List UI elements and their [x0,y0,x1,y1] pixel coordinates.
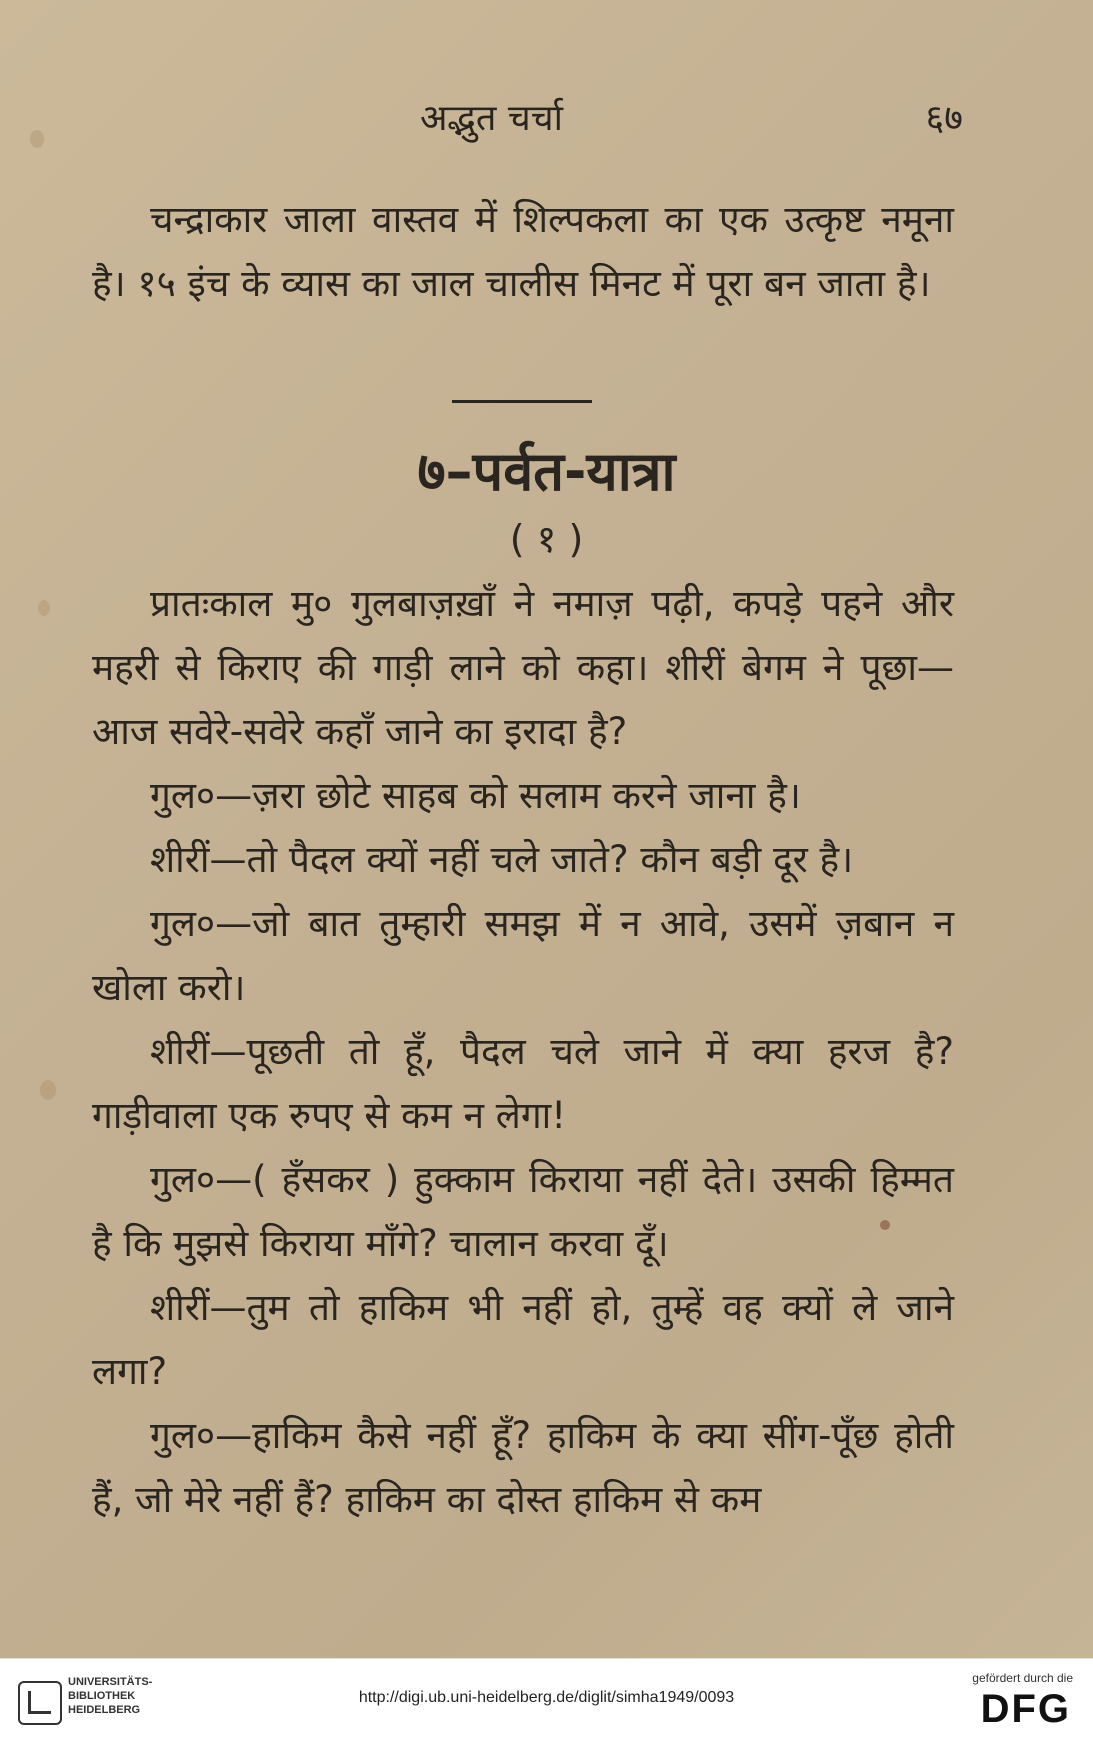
body-paragraph: प्रातःकाल मु० गुलबाज़ख़ाँ ने नमाज़ पढ़ी, कपड़े पहने और महरी से किराए की गाड़ी लाने को कहा। शीरीं बेगम ने पूछा—आज सवेरे-सवेरे कहाँ जाने का इरादा है? [92,582,954,753]
viewer-footer [0,1658,1093,1739]
body-text-block [92,572,954,1532]
body-paragraph: गुल०—हाकिम कैसे नहीं हूँ? हाकिम के क्या सींग-पूँछ होती हैं, जो मेरे नहीं हैं? हाकिम का दोस्त हाकिम से कम [92,1414,954,1521]
chapter-title: ७–पर्वत-यात्रा [417,440,676,503]
opening-text-block [92,188,954,316]
page-number: ६७ [925,98,963,139]
body-paragraph: गुल०—जो बात तुम्हारी समझ में न आवे, उसमें ज़बान न खोला करो। [92,902,954,1009]
body-paragraph: गुल०—ज़रा छोटे साहब को सलाम करने जाना है। [150,774,801,817]
section-number: ( १ ) [509,517,584,561]
body-paragraph: शीरीं—तुम तो हाकिम भी नहीं हो, तुम्हें वह क्यों ले जाने लगा? [92,1286,954,1393]
library-name: UNIVERSITÄTS- BIBLIOTHEK HEIDELBERG [68,1676,153,1716]
running-title: अद्भुत चर्चा [420,98,563,139]
section-divider [452,400,592,403]
opening-paragraph: चन्द्राकार जाला वास्तव में शिल्पकला का एक उत्कृष्ट नमूना है। १५ इंच के व्यास का जाल चालीस मिनट में पूरा बन जाता है। [92,198,954,305]
body-paragraph: गुल०—( हँसकर ) हुक्काम किराया नहीं देते। उसकी हिम्मत है कि मुझसे किराया माँगे? चालान करवा दूँ। [92,1158,954,1265]
running-head [0,92,1093,142]
page-stain [40,1080,56,1100]
source-url-link[interactable]: http://digi.ub.uni-heidelberg.de/diglit/simha1949/0093 [358,1689,735,1706]
body-paragraph: शीरीं—तो पैदल क्यों नहीं चले जाते? कौन बड़ी दूर है। [150,838,854,881]
body-paragraph: शीरीं—पूछती तो हूँ, पैदल चले जाने में क्या हरज है? गाड़ीवाला एक रुपए से कम न लेगा! [92,1030,954,1137]
funded-by-label: gefördert durch die [972,1671,1073,1685]
page-stain [38,600,50,616]
dfg-logo: DFG [980,1687,1071,1731]
